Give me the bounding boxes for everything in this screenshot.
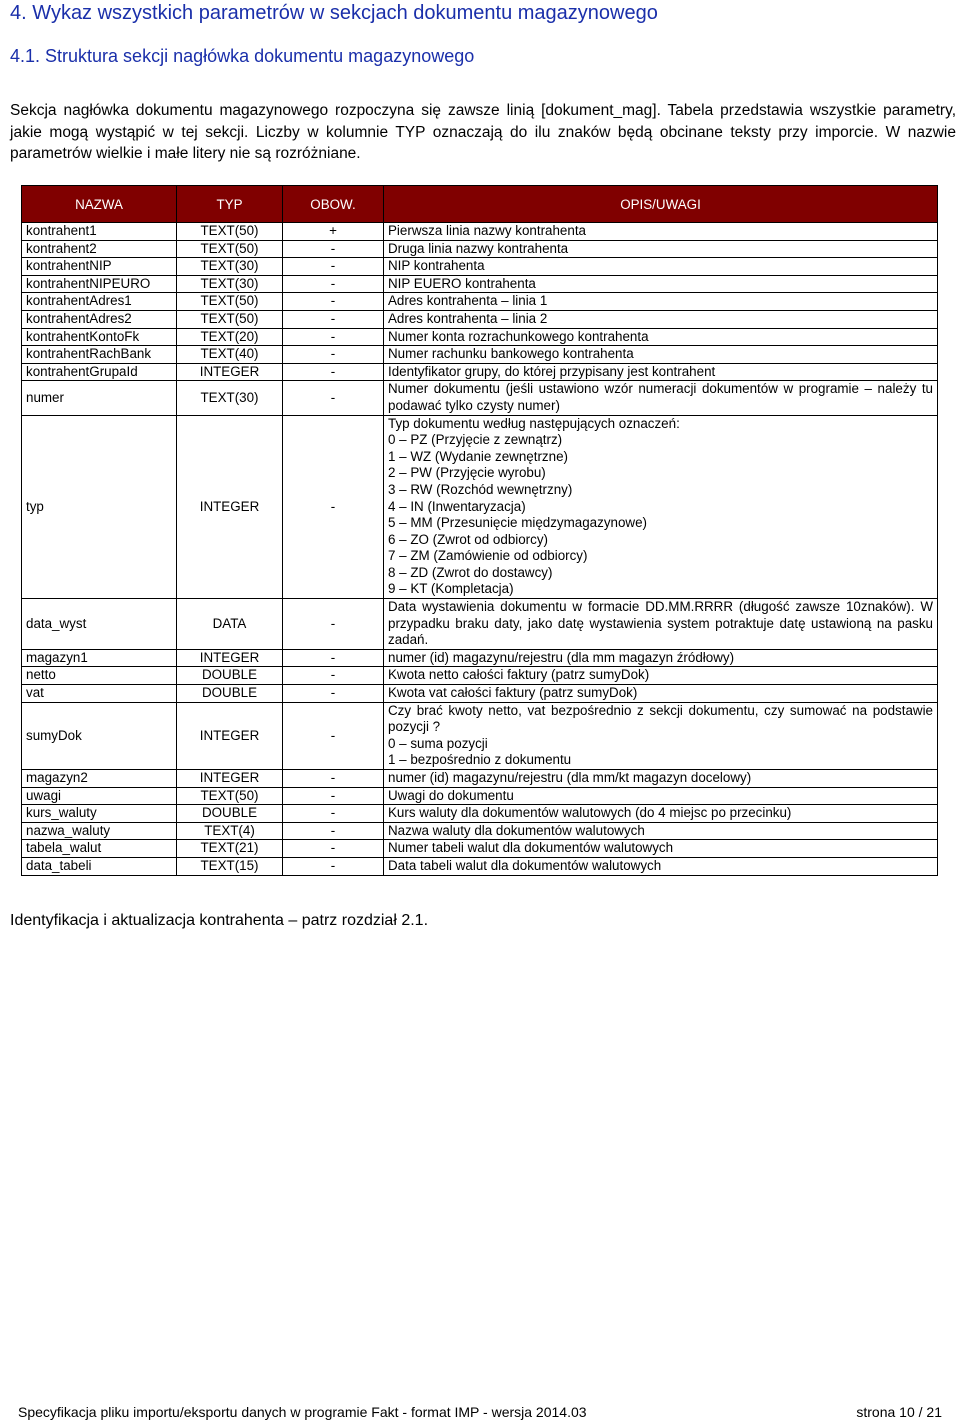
param-required: - — [283, 667, 384, 685]
param-name: magazyn2 — [22, 770, 177, 788]
param-type: INTEGER — [177, 770, 283, 788]
description-line: NIP EUERO kontrahenta — [388, 275, 536, 291]
description-line: Data wystawienia dokumentu w formacie DD.MM.RRRR (długość zawsze 10znaków). W przypadku braku daty, jako datę wystawienia system potraktuje datę ustawioną na pasku zadań. — [388, 599, 933, 648]
table-row — [22, 293, 938, 311]
footnote: Identyfikacja i aktualizacja kontrahenta – patrz rozdział 2.1. — [10, 912, 429, 929]
table-row — [22, 258, 938, 276]
param-type: INTEGER — [177, 649, 283, 667]
description-line: Druga linia nazwy kontrahenta — [388, 240, 569, 256]
table-row — [22, 346, 938, 364]
param-type: TEXT(50) — [177, 787, 283, 805]
param-name: magazyn1 — [22, 649, 177, 667]
param-description — [384, 240, 938, 258]
table-row — [22, 328, 938, 346]
table-row — [22, 363, 938, 381]
param-type: TEXT(40) — [177, 346, 283, 364]
description-line: Typ dokumentu według następujących oznaczeń: — [388, 415, 680, 431]
description-line: 1 – bezpośrednio z dokumentu — [388, 752, 572, 768]
param-description — [384, 805, 938, 823]
param-required: - — [283, 702, 384, 769]
description-line: 4 – IN (Inwentaryzacja) — [388, 498, 526, 514]
param-description — [384, 667, 938, 685]
param-name: typ — [22, 415, 177, 599]
header-type: TYP — [177, 186, 283, 223]
table-row — [22, 649, 938, 667]
param-description — [384, 223, 938, 241]
footer-page-number: strona 10 / 21 — [856, 1404, 942, 1420]
description-line: 3 – RW (Rozchód wewnętrzny) — [388, 481, 573, 497]
param-description — [384, 685, 938, 703]
table-row — [22, 275, 938, 293]
description-line: 7 – ZM (Zamówienie od odbiorcy) — [388, 548, 588, 564]
table-row — [22, 840, 938, 858]
header-required: OBOW. — [283, 186, 384, 223]
param-name: kontrahentAdres2 — [22, 310, 177, 328]
table-row — [22, 667, 938, 685]
param-description — [384, 328, 938, 346]
param-name: uwagi — [22, 787, 177, 805]
subsection-heading: 4.1. Struktura sekcji nagłówka dokumentu magazynowego — [10, 46, 475, 66]
param-description — [384, 310, 938, 328]
table-row — [22, 702, 938, 769]
table-row — [22, 240, 938, 258]
param-type: TEXT(4) — [177, 822, 283, 840]
param-required: - — [283, 649, 384, 667]
param-description — [384, 363, 938, 381]
param-description — [384, 857, 938, 875]
param-type: TEXT(30) — [177, 381, 283, 415]
param-name: kurs_waluty — [22, 805, 177, 823]
section-heading: 4. Wykaz wszystkich parametrów w sekcjach dokumentu magazynowego — [10, 2, 658, 24]
param-type: TEXT(50) — [177, 240, 283, 258]
param-description — [384, 770, 938, 788]
param-type: DOUBLE — [177, 805, 283, 823]
param-name: tabela_walut — [22, 840, 177, 858]
param-name: kontrahentNIPEURO — [22, 275, 177, 293]
param-type: TEXT(50) — [177, 310, 283, 328]
param-description — [384, 649, 938, 667]
param-required: - — [283, 822, 384, 840]
param-required: - — [283, 685, 384, 703]
table-header-row — [22, 186, 938, 223]
table-row — [22, 415, 938, 599]
table-row — [22, 599, 938, 650]
description-line: Adres kontrahenta – linia 1 — [388, 293, 548, 309]
param-name: kontrahentAdres1 — [22, 293, 177, 311]
description-line: 6 – ZO (Zwrot od odbiorcy) — [388, 531, 548, 547]
param-type: DATA — [177, 599, 283, 650]
param-description — [384, 346, 938, 364]
table-row — [22, 787, 938, 805]
param-type: INTEGER — [177, 415, 283, 599]
description-line: Data tabeli walut dla dokumentów walutowych — [388, 857, 662, 873]
table-row — [22, 685, 938, 703]
param-name: nazwa_waluty — [22, 822, 177, 840]
footer-title: Specyfikacja pliku importu/eksportu danych w programie Fakt - format IMP - wersja 2014.03 — [18, 1404, 587, 1420]
description-line: 9 – KT (Kompletacja) — [388, 581, 514, 597]
description-line: 8 – ZD (Zwrot do dostawcy) — [388, 564, 553, 580]
param-type: TEXT(50) — [177, 293, 283, 311]
param-required: - — [283, 381, 384, 415]
intro-paragraph: Sekcja nagłówka dokumentu magazynowego rozpoczyna się zawsze linią [dokument_mag]. Tabela przedstawia wszystkie parametry, jakie mogą wystąpić w tej sekcji. Liczby w kolumnie TYP oznaczają do ilu znaków będą obcinane teksty przy imporcie. W nazwie parametrów wielkie i małe litery nie są rozróżniane. — [10, 102, 956, 162]
description-line: 5 – MM (Przesunięcie międzymagazynowe) — [388, 515, 647, 531]
param-type: INTEGER — [177, 702, 283, 769]
description-line: Pierwsza linia nazwy kontrahenta — [388, 223, 586, 238]
param-required: - — [283, 363, 384, 381]
param-description — [384, 258, 938, 276]
description-line: numer (id) magazynu/rejestru (dla mm/kt magazyn docelowy) — [388, 770, 752, 785]
description-line: 0 – suma pozycji — [388, 735, 488, 751]
param-type: TEXT(30) — [177, 258, 283, 276]
description-line: NIP kontrahenta — [388, 258, 485, 274]
param-required: - — [283, 328, 384, 346]
table-row — [22, 381, 938, 415]
param-type: TEXT(15) — [177, 857, 283, 875]
table-row — [22, 857, 938, 875]
param-type: TEXT(21) — [177, 840, 283, 858]
param-name: data_wyst — [22, 599, 177, 650]
description-line: Kwota netto całości faktury (patrz sumyDok) — [388, 667, 650, 683]
param-type: TEXT(50) — [177, 223, 283, 241]
description-line: Numer konta rozrachunkowego kontrahenta — [388, 328, 649, 344]
param-type: DOUBLE — [177, 685, 283, 703]
param-name: kontrahentRachBank — [22, 346, 177, 364]
param-required: - — [283, 240, 384, 258]
param-description — [384, 415, 938, 599]
description-line: 0 – PZ (Przyjęcie z zewnątrz) — [388, 432, 563, 448]
param-description — [384, 599, 938, 650]
description-line: Kurs waluty dla dokumentów walutowych (do 4 miejsc po przecinku) — [388, 805, 792, 821]
description-line: Identyfikator grupy, do której przypisany jest kontrahent — [388, 363, 716, 379]
param-description — [384, 275, 938, 293]
param-required: - — [283, 310, 384, 328]
param-description — [384, 293, 938, 311]
param-type: TEXT(20) — [177, 328, 283, 346]
param-name: kontrahentNIP — [22, 258, 177, 276]
param-required: - — [283, 787, 384, 805]
param-name: netto — [22, 667, 177, 685]
param-name: kontrahent2 — [22, 240, 177, 258]
description-line: 1 – WZ (Wydanie zewnętrzne) — [388, 448, 568, 464]
param-type: TEXT(30) — [177, 275, 283, 293]
param-description — [384, 822, 938, 840]
param-name: sumyDok — [22, 702, 177, 769]
param-required: - — [283, 857, 384, 875]
param-name: kontrahentGrupaId — [22, 363, 177, 381]
param-name: kontrahent1 — [22, 223, 177, 241]
param-required: - — [283, 770, 384, 788]
description-line: Czy brać kwoty netto, vat bezpośrednio z sekcji dokumentu, czy sumować na podstawie pozycji ? — [388, 702, 933, 735]
param-name: numer — [22, 381, 177, 415]
description-line: Nazwa waluty dla dokumentów walutowych — [388, 822, 645, 838]
description-line: Adres kontrahenta – linia 2 — [388, 310, 548, 326]
table-row — [22, 770, 938, 788]
description-line: Uwagi do dokumentu — [388, 787, 514, 803]
param-required: - — [283, 805, 384, 823]
param-required: - — [283, 346, 384, 364]
param-description — [384, 840, 938, 858]
description-line: Numer tabeli walut dla dokumentów walutowych — [388, 840, 674, 856]
param-required: - — [283, 258, 384, 276]
table-row — [22, 223, 938, 241]
description-line: Numer rachunku bankowego kontrahenta — [388, 346, 634, 362]
param-type: INTEGER — [177, 363, 283, 381]
header-name: NAZWA — [22, 186, 177, 223]
table-row — [22, 310, 938, 328]
param-required: - — [283, 293, 384, 311]
param-description — [384, 381, 938, 415]
table-body — [22, 223, 938, 876]
param-name: vat — [22, 685, 177, 703]
param-name: data_tabeli — [22, 857, 177, 875]
param-required: - — [283, 840, 384, 858]
param-description — [384, 702, 938, 769]
param-type: DOUBLE — [177, 667, 283, 685]
param-required: - — [283, 415, 384, 599]
description-line: Numer dokumentu (jeśli ustawiono wzór numeracji dokumentów w programie – należy tu podawać tylko czysty numer) — [388, 381, 933, 413]
param-description — [384, 787, 938, 805]
header-description: OPIS/UWAGI — [384, 186, 938, 223]
param-required: - — [283, 599, 384, 650]
table-row — [22, 822, 938, 840]
param-name: kontrahentKontoFk — [22, 328, 177, 346]
description-line: 2 – PW (Przyjęcie wyrobu) — [388, 465, 546, 481]
param-required: + — [283, 223, 384, 241]
description-line: numer (id) magazynu/rejestru (dla mm magazyn źródłowy) — [388, 649, 735, 665]
param-required: - — [283, 275, 384, 293]
table-row — [22, 805, 938, 823]
parameters-table — [21, 185, 938, 876]
description-line: Kwota vat całości faktury (patrz sumyDok) — [388, 685, 638, 701]
